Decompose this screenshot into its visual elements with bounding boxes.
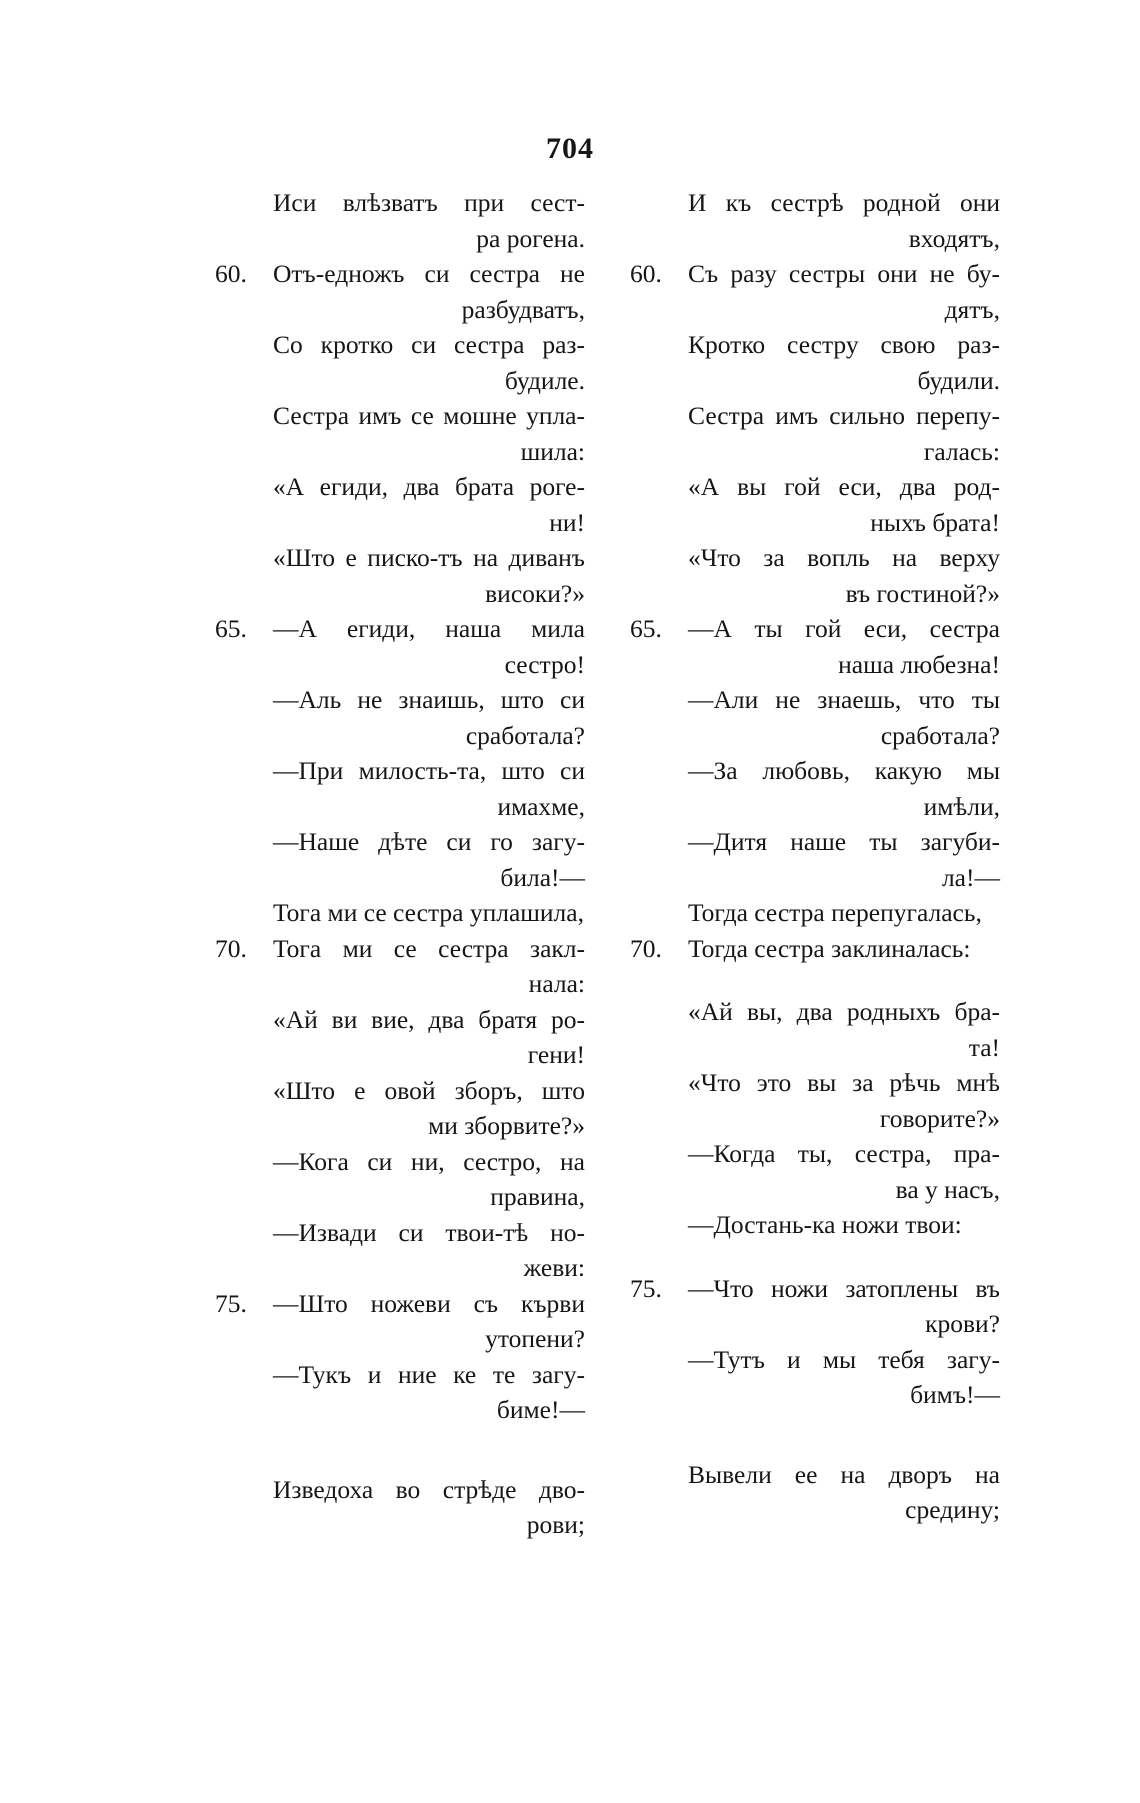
verse-line <box>210 540 585 611</box>
verse-line <box>210 611 585 682</box>
verse-line <box>210 185 585 256</box>
verse-line <box>210 327 585 398</box>
verse-continuation: високи?» <box>485 578 585 608</box>
verse-text: «Что за вопль на верху <box>688 543 1000 572</box>
verse-text: Съ разу сестры они не бу- <box>688 259 1000 288</box>
verse-line <box>625 1065 1000 1136</box>
verse-continuation: ва у насъ, <box>895 1174 1000 1204</box>
verse-continuation: утопени? <box>485 1324 585 1353</box>
verse-line <box>625 185 1000 256</box>
verse-text: И къ сестрѣ родной они <box>688 188 1000 217</box>
verse-continuation: дятъ, <box>944 294 1000 324</box>
verse-continuation: ла!— <box>941 862 1000 892</box>
verse-text: Изведоха во стрѣде дво- <box>273 1474 585 1504</box>
verse-line <box>625 540 1000 611</box>
verse-text: —Достань-ка ножи твои: <box>688 1210 962 1239</box>
verse-text: Тогда сестра заклиналась: <box>688 933 971 963</box>
verse-line <box>625 1457 1000 1528</box>
verse-number: 70. <box>215 933 247 963</box>
verse-text: Тогда сестра перепугалась, <box>688 898 982 927</box>
verse-line <box>625 1207 1000 1243</box>
right-column <box>625 185 1000 1528</box>
verse-line <box>210 895 585 931</box>
verse-line <box>625 895 1000 931</box>
verse-line <box>625 398 1000 469</box>
verse-line <box>625 327 1000 398</box>
verse-text: «Ай ви вие, два братя ро- <box>273 1004 585 1034</box>
verse-text: —А егиди, наша мила <box>273 614 585 643</box>
verse-text: —Али не знаешь, что ты <box>688 685 1000 714</box>
verse-text: «Ай вы, два родныхъ бра- <box>688 997 1000 1026</box>
verse-line <box>210 931 585 1002</box>
verse-continuation: та! <box>968 1032 1000 1062</box>
verse-continuation: въ гостиной?» <box>845 578 1000 608</box>
verse-text: Тога ми се сестра закл- <box>273 933 585 963</box>
verse-text: —Кога си ни, сестро, на <box>273 1146 585 1176</box>
verse-line <box>210 1215 585 1286</box>
verse-number: 60. <box>630 259 662 288</box>
verse-continuation: сестро! <box>504 649 585 679</box>
verse-line <box>625 931 1000 967</box>
verse-continuation: рови; <box>526 1510 585 1539</box>
verse-line <box>625 1271 1000 1342</box>
verse-line <box>210 824 585 895</box>
verse-text: Со кротко си сестра раз- <box>273 330 585 359</box>
verse-line <box>210 256 585 327</box>
verse-line <box>210 1144 585 1215</box>
verse-text: Отъ-едножъ си сестра не <box>273 259 585 288</box>
verse-line <box>210 469 585 540</box>
verse-line <box>210 1002 585 1073</box>
verse-text: —За любовь, какую мы <box>688 756 1000 785</box>
verse-line <box>210 682 585 753</box>
verse-continuation: средину; <box>905 1495 1000 1524</box>
verse-text: «Што е овой зборъ, што <box>273 1075 585 1105</box>
verse-text: —Что ножи затоплены въ <box>688 1273 1000 1303</box>
left-column <box>210 185 585 1543</box>
verse-number: 70. <box>630 933 662 963</box>
verse-line <box>625 682 1000 753</box>
verse-line <box>210 1073 585 1144</box>
verse-text: —Дитя наше ты загуби- <box>688 827 1000 856</box>
verse-line <box>210 1357 585 1428</box>
verse-continuation: бимъ!— <box>910 1380 1000 1409</box>
verse-continuation: будили. <box>917 365 1000 395</box>
verse-text: «А егиди, два брата роге- <box>273 472 585 501</box>
verse-text: Вывели ее на дворъ на <box>688 1459 1000 1489</box>
verse-continuation: ни! <box>549 507 585 537</box>
verse-text: —Аль не знаишь, што си <box>273 685 585 714</box>
verse-text: Тога ми се сестра уплашила, <box>273 898 584 927</box>
verse-continuation: галась: <box>923 436 1000 466</box>
verse-number: 65. <box>630 614 662 643</box>
verse-text: —А ты гой еси, сестра <box>688 614 1000 643</box>
verse-continuation: гени! <box>527 1040 585 1069</box>
verse-text: «Что это вы за рѣчь мнѣ <box>688 1068 1000 1097</box>
verse-number: 75. <box>215 1288 247 1318</box>
verse-number: 65. <box>215 614 247 643</box>
verse-line <box>210 398 585 469</box>
verse-continuation: ра рогена. <box>476 223 585 253</box>
verse-line <box>625 824 1000 895</box>
verse-line <box>210 1472 585 1543</box>
verse-continuation: биме!— <box>496 1395 585 1424</box>
stanza-gap <box>210 1428 585 1472</box>
verse-text: —Тутъ и мы тебя загу- <box>688 1344 1000 1374</box>
verse-line <box>625 753 1000 824</box>
verse-line <box>625 994 1000 1065</box>
verse-text: «А вы гой еси, два род- <box>688 472 1000 501</box>
verse-continuation: нала: <box>528 969 585 998</box>
verse-text: Иси влѣзватъ при сест- <box>273 188 585 217</box>
verse-continuation: говорите?» <box>879 1103 1000 1133</box>
verse-text: —Тукъ и ние ке те загу- <box>273 1359 585 1389</box>
verse-text: —При милость-та, што си <box>273 756 585 785</box>
verse-text: —Когда ты, сестра, пра- <box>688 1139 1000 1168</box>
verse-text: Сестра имъ се мошне упла- <box>273 401 585 430</box>
verse-gap <box>625 1243 1000 1271</box>
verse-continuation: крови? <box>925 1309 1000 1338</box>
verse-text: Сестра имъ сильно перепу- <box>688 401 1000 430</box>
page-number: 704 <box>546 132 594 165</box>
verse-continuation: ми зборвите?» <box>428 1111 585 1140</box>
verse-text: Кротко сестру свою раз- <box>688 330 1000 359</box>
verse-continuation: имахме, <box>497 791 585 821</box>
verse-text: «Што е писко-тъ на диванъ <box>273 543 585 572</box>
verse-continuation: жеви: <box>523 1253 585 1282</box>
verse-continuation: наша любезна! <box>838 649 1000 679</box>
verse-text: —Наше дѣте си го загу- <box>273 827 585 856</box>
verse-line <box>625 1136 1000 1207</box>
verse-text: —Извади си твои-тѣ но- <box>273 1217 585 1247</box>
verse-continuation: била!— <box>500 862 585 892</box>
verse-continuation: имѣли, <box>923 791 1000 821</box>
verse-line <box>210 753 585 824</box>
verse-text: —Што ножеви съ кърви <box>273 1288 585 1318</box>
verse-line <box>625 1342 1000 1413</box>
verse-continuation: правина, <box>490 1182 585 1211</box>
verse-continuation: сработала? <box>465 720 585 750</box>
stanza-gap <box>625 1413 1000 1457</box>
verse-continuation: входятъ, <box>908 223 1000 253</box>
verse-continuation: ныхъ брата! <box>870 507 1000 537</box>
verse-line <box>210 1286 585 1357</box>
verse-continuation: будиле. <box>504 365 585 395</box>
verse-gap <box>625 966 1000 994</box>
verse-line <box>625 469 1000 540</box>
verse-number: 60. <box>215 259 247 288</box>
verse-line <box>625 611 1000 682</box>
verse-continuation: разбудватъ, <box>461 294 585 324</box>
verse-line <box>625 256 1000 327</box>
verse-continuation: шила: <box>520 436 585 466</box>
verse-number: 75. <box>630 1273 662 1303</box>
verse-continuation: сработала? <box>880 720 1000 750</box>
